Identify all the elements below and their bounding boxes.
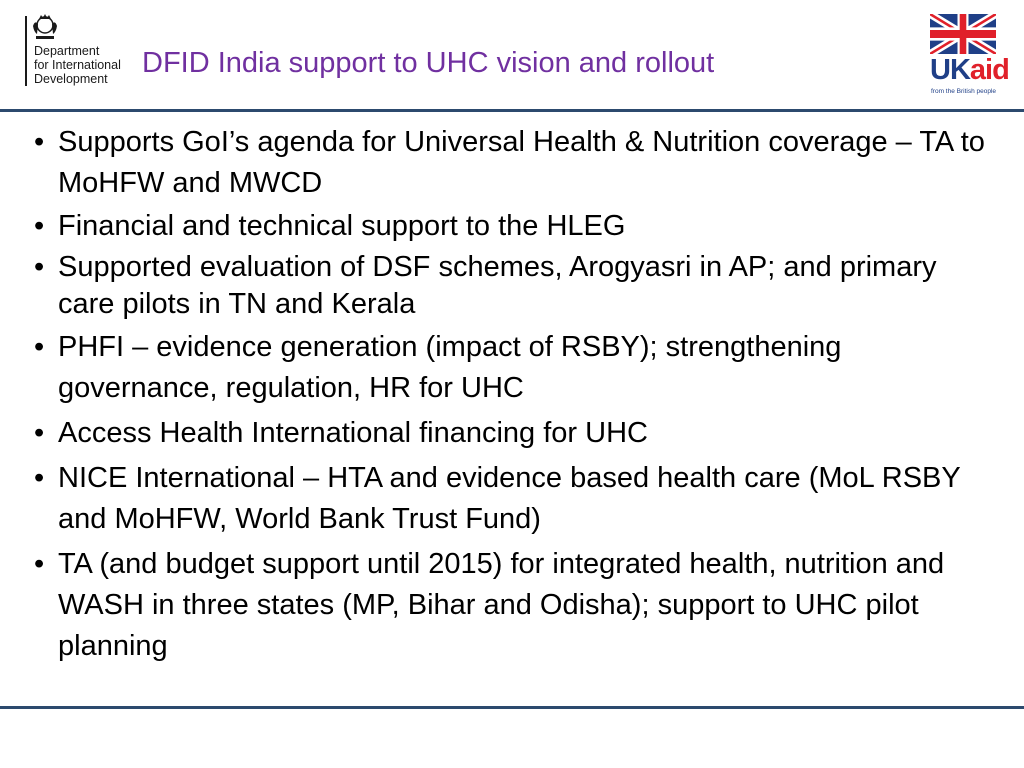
bullet-dot: • xyxy=(34,462,45,494)
bullet-item xyxy=(30,413,1000,454)
bullet-dot: • xyxy=(34,548,45,580)
union-jack-icon xyxy=(930,14,996,54)
department-line: for International xyxy=(34,58,121,72)
bullet-list xyxy=(30,122,1000,671)
department-logo-text xyxy=(34,44,121,86)
bullet-text: Supported evaluation of DSF schemes, Arogyasri in AP; and primary care pilots in TN and Kerala xyxy=(58,251,937,320)
royal-crest-icon xyxy=(30,12,60,42)
footer-divider xyxy=(0,706,1024,709)
bullet-dot: • xyxy=(34,417,45,449)
bullet-item xyxy=(30,249,1000,323)
bullet-item xyxy=(30,122,1000,204)
bullet-text: Supports GoI’s agenda for Universal Health & Nutrition coverage – TA to MoHFW and MWCD xyxy=(58,126,985,199)
ukaid-tagline: from the British people xyxy=(931,88,997,95)
ukaid-uk-text: UK xyxy=(930,54,970,86)
bullet-item xyxy=(30,458,1000,540)
bullet-item xyxy=(30,327,1000,409)
bullet-text: Access Health International financing for UHC xyxy=(58,417,648,449)
department-line: Development xyxy=(34,72,108,86)
department-divider xyxy=(25,16,27,86)
bullet-item xyxy=(30,208,1000,245)
bullet-dot: • xyxy=(34,126,45,158)
ukaid-wordmark xyxy=(930,54,1009,86)
bullet-text: TA (and budget support until 2015) for integrated health, nutrition and WASH in three states (MP, Bihar and Odisha); support to UHC pilot planning xyxy=(58,548,945,662)
bullet-dot: • xyxy=(34,251,45,283)
bullet-dot: • xyxy=(34,331,45,363)
bullet-text: PHFI – evidence generation (impact of RSBY); strengthening governance, regulation, HR for UHC xyxy=(58,331,842,404)
slide-title: DFID India support to UHC vision and rollout xyxy=(142,47,715,79)
bullet-dot: • xyxy=(34,210,45,242)
department-line: Department xyxy=(34,44,100,58)
header-divider xyxy=(0,109,1024,112)
slide-header xyxy=(0,0,1024,110)
bullet-item xyxy=(30,544,1000,667)
ukaid-logo xyxy=(930,14,1009,95)
bullet-text: NICE International – HTA and evidence based health care (MoL RSBY and MoHFW, World Bank Trust Fund) xyxy=(58,462,961,535)
ukaid-aid-text: aid xyxy=(969,54,1009,86)
bullet-text: Financial and technical support to the HLEG xyxy=(58,210,626,242)
